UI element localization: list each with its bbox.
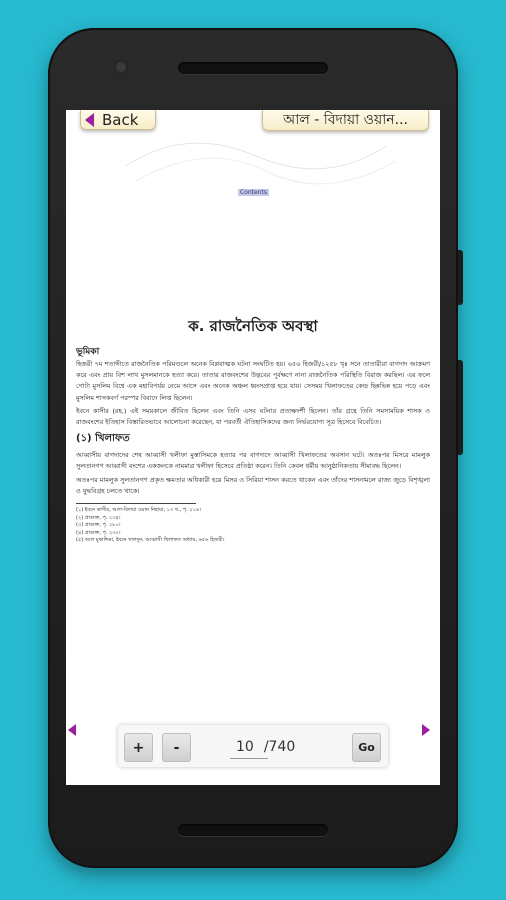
volume-button: [458, 250, 463, 305]
go-button[interactable]: Go: [352, 733, 381, 762]
zoom-in-button[interactable]: +: [124, 733, 153, 762]
footnote: (৪) প্রাগুক্ত, পৃ. ২৩২।: [76, 529, 121, 536]
top-speaker: [178, 62, 328, 74]
footnote: (৩) প্রাগুক্ত, পৃ. ২৮০।: [76, 522, 121, 529]
app-screen: [66, 110, 440, 785]
phone-frame: [48, 28, 458, 868]
front-camera: [114, 60, 128, 74]
sub-heading: (১) খিলাফত: [76, 433, 130, 445]
back-label: Back: [102, 110, 139, 129]
page-number-input[interactable]: 10: [236, 739, 254, 755]
back-button[interactable]: [80, 110, 156, 130]
previous-page-icon[interactable]: [68, 724, 76, 736]
section-heading: ভূমিকা: [76, 347, 100, 357]
contents-link[interactable]: Contents: [240, 189, 267, 196]
footnote: (৫) আল মুকাদ্দিমা, ইবনে খালদুন, আব্বাসী খিলাফত অধ্যায়, ৬৫৬ হিজরী।: [76, 537, 225, 544]
back-arrow-icon: [85, 113, 94, 127]
paragraph: ইবনে কাসীর (রহ.) এই সময়কালে জীবিত ছিলেন এবং তিনি এসব ঘটনার প্রত্যক্ষদর্শী ছিলেন। তাঁর গ্রন্থে তিনি সমসাময়িক শাসক ও রাজবংশের ইতিহাস বিস্তারিতভাবে আলোচনা করেছেন, যা পরবর্তী ঐতিহাসিকদের জন্য নির্ভরযোগ্য সূত্র হিসেবে বিবেচিত।: [76, 406, 430, 427]
next-page-icon[interactable]: [422, 724, 430, 736]
book-page: [76, 315, 430, 545]
total-pages: /740: [263, 739, 296, 755]
book-title-button[interactable]: [262, 110, 429, 131]
page-indicator: [236, 739, 295, 755]
paragraph: অতঃপর মামলুক সুলতানগণ প্রকৃত ক্ষমতার অধিকারী হয়ে মিসর ও সিরিয়া শাসন করতে থাকেন এবং তাঁদের শাসনামলে রাজ্য জুড়ে বিশৃঙ্খলা ও যুদ্ধবিগ্রহ চলতে থাকে।: [76, 475, 430, 495]
ornament-decoration: [106, 126, 406, 186]
book-title: আল - বিদায়া ওয়ান...: [282, 112, 408, 128]
zoom-out-button[interactable]: -: [162, 733, 191, 762]
footnote: (২) প্রাগুক্ত, পৃ. ২৩৫।: [76, 514, 121, 521]
paragraph: হিজরী ৭ম শতাব্দীতে রাজনৈতিক পরিমণ্ডলে অনেক বিপ্লবাত্মক ঘটনা সংঘটিত হয়। ৬৫৬ হিজরী/১২৫৮ খৃঃ সনে তাতারীরা বাগদাদ আক্রমণ করে এবং প্রায় বিশ লাখ মুসলমানকে হত্যা করে। তাতার রাজবংশের উদ্ভবের পূর্বক্ষণে নানা রাজনৈতিক পরিস্থিতি বিরাজ করছিল। এর ফলে গোটা মুসলিম বিশ্বে এক মহাবিপর্যয় নেমে আসে এবং অনেক অঞ্চল ধ্বংসপ্রাপ্ত হয়ে যায়। সেসময় খিলাফতের কেন্দ্র ছিন্নভিন্ন হয়ে পড়ে এবং মুসলিম শাসকবর্গ পরস্পর বিবাদে লিপ্ত ছিলেন।: [76, 360, 430, 402]
bottom-speaker: [178, 824, 328, 836]
paragraph: আব্বাসীয় বাগদাদের শেষ আব্বাসী খলীফা মুস্তাসিমকে হত্যার পর বাগদাদে আব্বাসী খিলাফতের অবসান ঘটে। অতঃপর মিসরে মামলুক সুলতানগণ আব্বাসী বংশের একজনকে নামমাত্র খলীফা হিসেবে প্রতিষ্ঠা করেন। তিনি কেবল ধর্মীয় আনুষ্ঠানিকতায় সীমাবদ্ধ ছিলেন।: [76, 451, 430, 471]
footnote-divider: [76, 503, 196, 504]
power-button: [458, 360, 463, 455]
page-controls: [118, 725, 388, 767]
chapter-title: ক. রাজনৈতিক অবস্থা: [188, 317, 318, 335]
footnote: (১) ইবনে কাসীর, আল-বিদায়া ওয়ান নিহায়া, ১৩ খ., পৃ. ২১৪।: [76, 507, 201, 514]
page-input-underline: [230, 758, 268, 759]
